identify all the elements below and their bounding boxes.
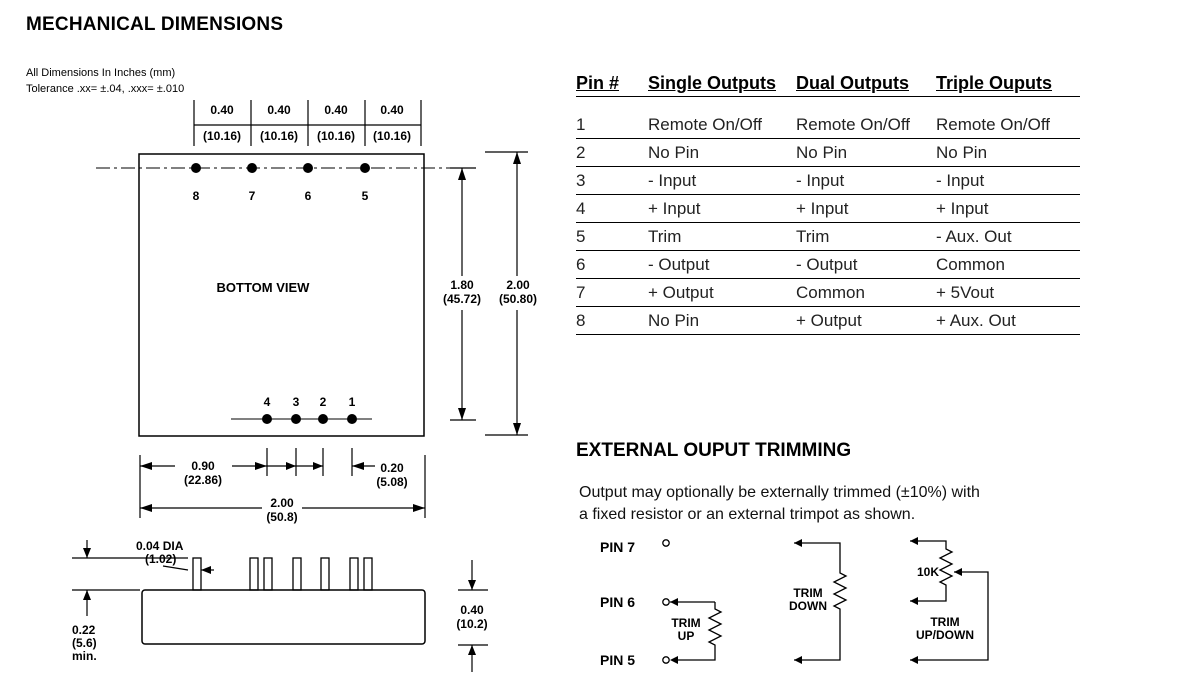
trimpot: [910, 541, 988, 660]
pitch-mm-label: (10.16): [202, 129, 242, 143]
table-cell: Trim: [796, 223, 936, 251]
arrow-icon: [910, 597, 918, 605]
arrow-icon: [670, 656, 678, 664]
table-cell: 4: [576, 195, 648, 223]
arrow-icon: [954, 568, 962, 576]
pin-length-note: min.: [72, 649, 97, 663]
table-cell: + 5Vout: [936, 279, 1080, 307]
table-cell: - Input: [936, 167, 1080, 195]
table-cell: Trim: [648, 223, 796, 251]
table-cell: 3: [576, 167, 648, 195]
trimming-title: EXTERNAL OUPUT TRIMMING: [576, 440, 852, 461]
body-height-mm-label: (10.2): [456, 617, 488, 631]
trim-up-label: TRIM: [671, 616, 701, 630]
table-cell: + Input: [936, 195, 1080, 223]
table-cell: + Output: [796, 307, 936, 335]
pitch-label: 0.40: [210, 103, 234, 117]
table-cell: - Aux. Out: [936, 223, 1080, 251]
table-cell: Remote On/Off: [796, 97, 936, 139]
mechanical-drawing: [0, 0, 560, 684]
table-cell: - Output: [796, 251, 936, 279]
pin-number: 8: [192, 189, 200, 203]
header-pin: Pin #: [576, 72, 620, 93]
pitch-mm-label: (10.16): [316, 129, 356, 143]
table-cell: 5: [576, 223, 648, 251]
arrow-icon: [910, 656, 918, 664]
height-inner-mm-label: (45.72): [442, 292, 482, 306]
table-cell: Remote On/Off: [648, 97, 796, 139]
table-row: [576, 167, 1080, 195]
offset-right-mm-label: (5.08): [376, 475, 408, 489]
offset-left-label: 0.90: [191, 459, 215, 473]
table-row: [576, 223, 1080, 251]
table-row: [576, 279, 1080, 307]
pin-terminals: [663, 540, 669, 663]
module-outline: [139, 154, 424, 436]
section-title: MECHANICAL DIMENSIONS: [26, 14, 284, 35]
table-cell: + Output: [648, 279, 796, 307]
pitch-label: 0.40: [267, 103, 291, 117]
body-height-label: 0.40: [460, 603, 484, 617]
pin6-label: PIN 6: [600, 594, 636, 610]
pot-value-label: 10K: [916, 565, 940, 579]
pin-number: 3: [292, 395, 300, 409]
pin-number: 5: [361, 189, 369, 203]
pin-number: 2: [319, 395, 327, 409]
table-row: [576, 195, 1080, 223]
pitch-mm-label: (10.16): [372, 129, 412, 143]
pin-number: 1: [348, 395, 356, 409]
pin-number: 6: [304, 189, 312, 203]
arrow-icon: [670, 598, 678, 606]
arrow-icon: [794, 539, 802, 547]
table-cell: 8: [576, 307, 648, 335]
pitch-label: 0.40: [324, 103, 348, 117]
pin-number: 4: [263, 395, 271, 409]
table-cell: - Input: [796, 167, 936, 195]
trim-updown-label: UP/DOWN: [916, 628, 974, 642]
table-cell: Common: [796, 279, 936, 307]
height-outer-label: 2.00: [506, 278, 530, 292]
pin-function-table: [576, 72, 1080, 335]
offset-right-label: 0.20: [380, 461, 404, 475]
dimension-note: All Dimensions In Inches (mm): [26, 67, 176, 79]
table-cell: Remote On/Off: [936, 97, 1080, 139]
table-cell: Common: [936, 251, 1080, 279]
table-cell: 7: [576, 279, 648, 307]
table-cell: 2: [576, 139, 648, 167]
table-row: [576, 251, 1080, 279]
arrow-icon: [910, 537, 918, 545]
table-header-row: [576, 72, 1080, 97]
offset-left-mm-label: (22.86): [183, 473, 223, 487]
table-cell: No Pin: [648, 307, 796, 335]
trimming-desc-line: Output may optionally be externally trimmed (±10%) with: [579, 484, 980, 501]
table-row: [576, 97, 1080, 139]
tolerance-note: Tolerance .xx= ±.04, .xxx= ±.010: [26, 83, 185, 95]
table-cell: + Aux. Out: [936, 307, 1080, 335]
pin5-label: PIN 5: [600, 652, 636, 668]
table-row: [576, 139, 1080, 167]
width-label: 2.00: [270, 496, 294, 510]
table-row: [576, 307, 1080, 335]
table-cell: No Pin: [936, 139, 1080, 167]
trim-updown-label: TRIM: [930, 615, 960, 629]
width-mm-label: (50.8): [266, 510, 298, 524]
trimming-schematic: [560, 525, 1020, 684]
bottom-view-label: BOTTOM VIEW: [216, 280, 310, 295]
pin-length-mm-label: (5.6): [72, 636, 97, 650]
table-cell: 1: [576, 97, 648, 139]
trim-down-label: TRIM: [793, 586, 823, 600]
pin-number: 7: [248, 189, 256, 203]
trim-down-label: DOWN: [789, 599, 827, 613]
trimming-description: [579, 482, 1039, 526]
table-cell: + Input: [648, 195, 796, 223]
table-cell: No Pin: [796, 139, 936, 167]
side-view-body: [142, 590, 425, 644]
height-outer-mm-label: (50.80): [498, 292, 538, 306]
pitch-mm-label: (10.16): [259, 129, 299, 143]
table-cell: No Pin: [648, 139, 796, 167]
header-dual: Dual Outputs: [796, 72, 909, 93]
pin-diameter-mm-label: (1.02): [145, 552, 177, 566]
side-view-pins: [193, 558, 372, 590]
pitch-label: 0.40: [380, 103, 404, 117]
header-single: Single Outputs: [648, 72, 776, 93]
trim-up-label: UP: [677, 629, 695, 643]
table-cell: - Input: [648, 167, 796, 195]
height-inner-label: 1.80: [450, 278, 474, 292]
pin-length-label: 0.22: [72, 623, 96, 637]
table-cell: - Output: [648, 251, 796, 279]
pin7-label: PIN 7: [600, 539, 636, 555]
table-cell: + Input: [796, 195, 936, 223]
trimming-desc-line: a fixed resistor or an external trimpot as shown.: [579, 506, 916, 523]
arrow-icon: [794, 656, 802, 664]
table-cell: 6: [576, 251, 648, 279]
header-triple: Triple Ouputs: [936, 72, 1053, 93]
pin-diameter-label: 0.04 DIA: [136, 539, 184, 553]
